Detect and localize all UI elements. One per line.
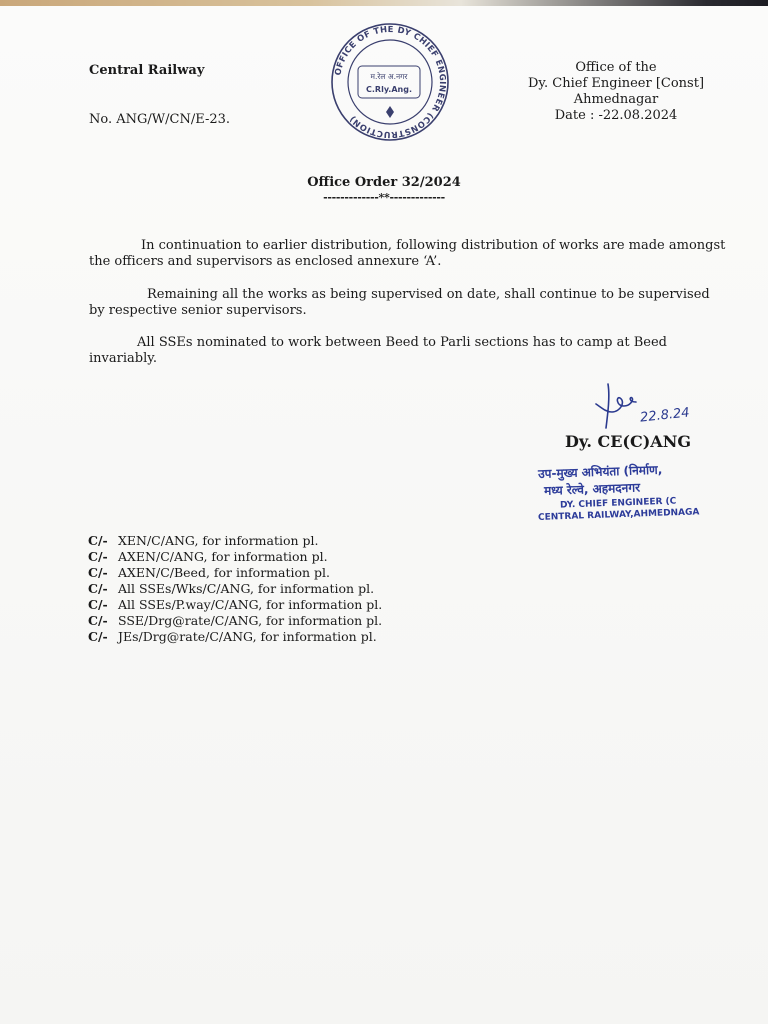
seal-star-icon: [386, 106, 394, 118]
seal-outer-text: OFFICE OF THE DY CHIEF ENGINEER (CONSTRUCTION): [332, 23, 449, 141]
office-address: [516, 60, 716, 124]
copy-to-item: [88, 613, 382, 629]
copy-prefix: C/-: [88, 565, 108, 580]
copy-to-item: [88, 533, 382, 549]
copy-recipient: AXEN/C/Beed, for information pl.: [118, 565, 331, 580]
body-paragraph-3: All SSEs nominated to work between Beed to Parli sections has to camp at Beed invariably.: [89, 335, 667, 366]
svg-text:OFFICE OF THE DY CHIEF ENGINEE: [332, 24, 448, 140]
reference-number: No. ANG/W/CN/E-23.: [89, 112, 231, 127]
stamp-english-line-1: DY. CHIEF ENGINEER (C: [559, 496, 677, 511]
copy-to-item: [88, 565, 382, 581]
stamp-hindi-line-1: उप-मुख्य अभियंता (निर्माण,: [537, 462, 663, 481]
designation-stamp: [537, 462, 708, 523]
copy-prefix: C/-: [88, 533, 108, 548]
copy-recipient: AXEN/C/ANG, for information pl.: [118, 549, 328, 564]
stamp-hindi-line-2: मध्य रेल्वे, अहमदनगर: [543, 480, 641, 498]
handwritten-signature: [586, 382, 716, 432]
seal-inner-hindi: म.रेल अ.नगर: [370, 72, 408, 81]
copy-recipient: All SSEs/Wks/C/ANG, for information pl.: [118, 581, 375, 596]
copy-recipient: All SSEs/P.way/C/ANG, for information pl.: [118, 597, 383, 612]
copy-prefix: C/-: [88, 581, 108, 596]
signature-date: 22.8.24: [639, 405, 691, 426]
copy-prefix: C/-: [88, 597, 108, 612]
body-paragraph-2: Remaining all the works as being supervised on date, shall continue to be supervised by respective senior supervisors.: [89, 287, 710, 318]
copy-recipient: XEN/C/ANG, for information pl.: [118, 533, 319, 548]
copy-recipient: JEs/Drg@rate/C/ANG, for information pl.: [118, 629, 377, 644]
order-title: Office Order 32/2024: [307, 175, 461, 190]
office-seal: [328, 22, 452, 142]
copy-to-list: [88, 533, 382, 645]
body-paragraph-1: In continuation to earlier distribution, following distribution of works are made amongst the officers and supervisors as enclosed annexure ‘A’.: [89, 238, 726, 269]
copy-to-item: [88, 549, 382, 565]
office-line: Office of the: [575, 60, 657, 75]
order-rule: -------------**-------------: [323, 191, 445, 204]
copy-to-item: [88, 629, 382, 645]
office-line: Ahmednagar: [573, 92, 659, 107]
stamp-english-line-2: CENTRAL RAILWAY,AHMEDNAGA: [537, 507, 700, 523]
copy-prefix: C/-: [88, 549, 108, 564]
copy-prefix: C/-: [88, 629, 108, 644]
copy-recipient: SSE/Drg@rate/C/ANG, for information pl.: [118, 613, 383, 628]
office-line: Dy. Chief Engineer [Const]: [527, 76, 705, 91]
office-date: Date : -22.08.2024: [554, 108, 678, 123]
organization-name: Central Railway: [89, 63, 205, 78]
copy-to-item: [88, 581, 382, 597]
signatory-designation: Dy. CE(C)ANG: [565, 432, 691, 451]
copy-to-item: [88, 597, 382, 613]
copy-prefix: C/-: [88, 613, 108, 628]
seal-inner-english: C.Rly.Ang.: [366, 85, 412, 94]
